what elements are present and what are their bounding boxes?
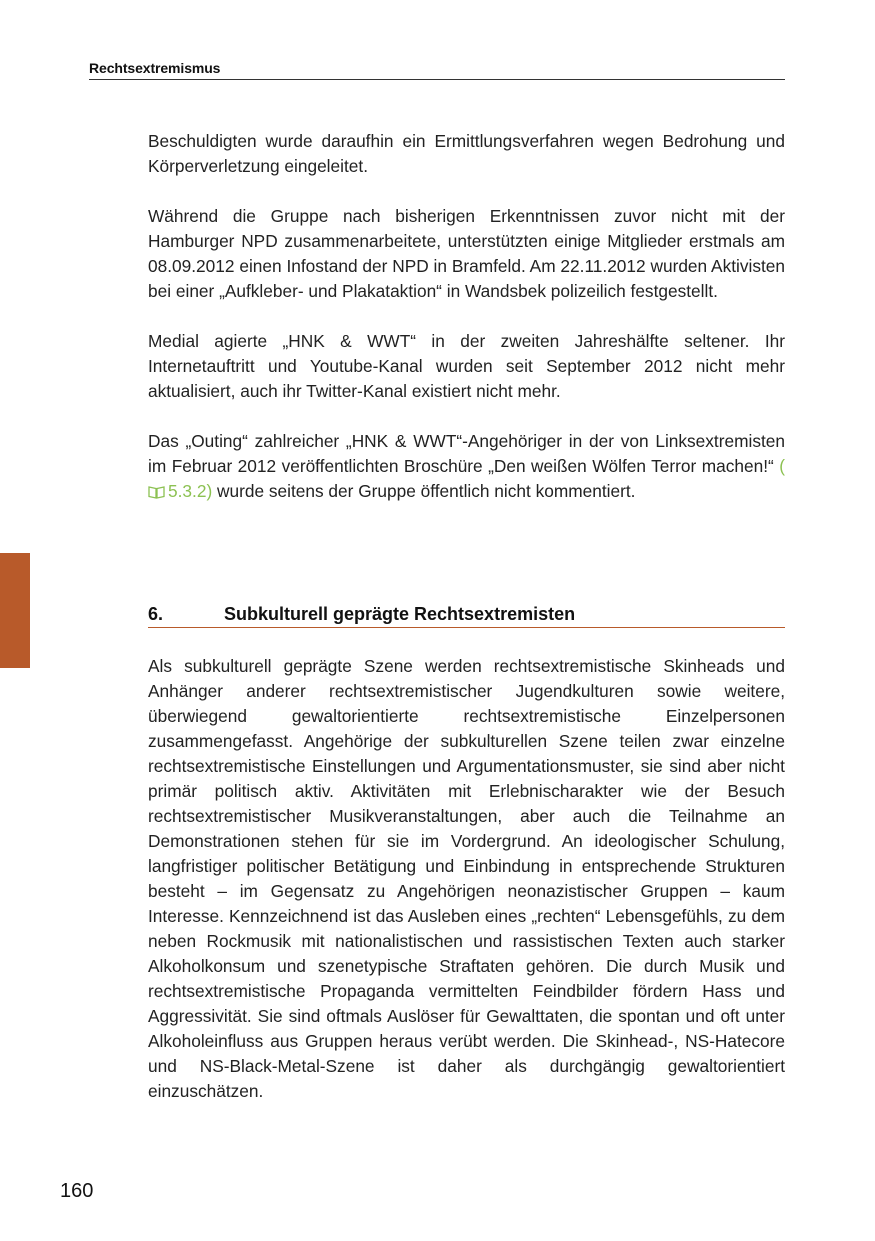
cross-reference-link[interactable]: (5.3.2) <box>148 456 785 501</box>
paragraph-3: Medial agierte „HNK & WWT“ in der zweiten Jahreshälfte seltener. Ihr Internetauftritt und Youtube-Kanal wurden seit September 2012 nicht mehr aktualisiert, auch ihr Twitter-Kanal existiert nicht mehr. <box>148 331 785 401</box>
section-heading <box>148 604 785 628</box>
section-paragraph: Als subkulturell geprägte Szene werden rechtsextremistische Skinheads und Anhänger anderer rechtsextremistischer Jugendkulturen sowie weitere, überwiegend gewaltorientierte rechtsextremistische Einzelpersonen zusammengefasst. Angehörige der subkulturellen Szene teilen zwar einzelne rechtsextremistische Einstellungen und Argumentationsmuster, sie sind aber nicht primär politisch aktiv. Aktivitäten mit Erlebnischarakter wie der Besuch rechtsextremistischer Musikveranstaltungen, aber auch die Teilnahme an Demonstrationen stehen für sie im Vordergrund. An ideologischer Schulung, langfristiger politischer Betätigung und Einbindung in entsprechende Strukturen besteht – im Gegensatz zu Angehörigen neonazistischer Gruppen – kaum Interesse. Kennzeichnend ist das Ausleben eines „rechten“ Lebensgefühls, zu dem neben Rockmusik mit nationalistischen und rassistischen Texten auch starker Alkoholkonsum und szenetypische Straftaten gehören. Die durch Musik und rechtsextremistische Propaganda vermittelten Feindbilder fördern Hass und Aggressivität. Sie sind oftmals Auslöser für Gewalttaten, die spontan und oft unter Alkoholeinfluss aus Gruppen heraus verübt werden. Die Skinhead-, NS-Hatecore und NS-Black-Metal-Szene ist daher als durchgängig gewaltorientiert einzuschätzen. <box>148 656 785 1101</box>
paragraph-4-text-after: wurde seitens der Gruppe öffentlich nicht kommentiert. <box>212 481 636 501</box>
section-title: Subkulturell geprägte Rechtsextremisten <box>224 604 576 624</box>
cross-reference-number: 5.3.2 <box>168 481 207 501</box>
section-number: 6. <box>148 604 164 624</box>
paragraph-4-text-before: Das „Outing“ zahlreicher „HNK & WWT“-Angehöriger in der von Linksextremisten im Februar 2012 veröffentlichten Broschüre „Den weißen Wölfen Terror machen!“ <box>148 431 785 476</box>
book-icon <box>148 481 165 506</box>
running-header: Rechtsextremismus <box>89 60 785 80</box>
page-number: 160 <box>60 1180 94 1202</box>
section-body <box>148 654 785 1104</box>
main-text <box>148 129 785 506</box>
chapter-side-tab <box>0 553 30 668</box>
paragraph-2: Während die Gruppe nach bisherigen Erkenntnissen zuvor nicht mit der Hamburger NPD zusammenarbeitete, unterstützten einige Mitglieder erstmals am 08.09.2012 einen Infostand der NPD in Bramfeld. Am 22.11.2012 wurden Aktivisten bei einer „Aufkleber- und Plakataktion“ in Wandsbek polizeilich festgestellt. <box>148 206 785 301</box>
paragraph-1: Beschuldigten wurde daraufhin ein Ermittlungsverfahren wegen Bedrohung und Körperverletzung eingeleitet. <box>148 131 785 176</box>
paragraph-4 <box>148 429 785 506</box>
